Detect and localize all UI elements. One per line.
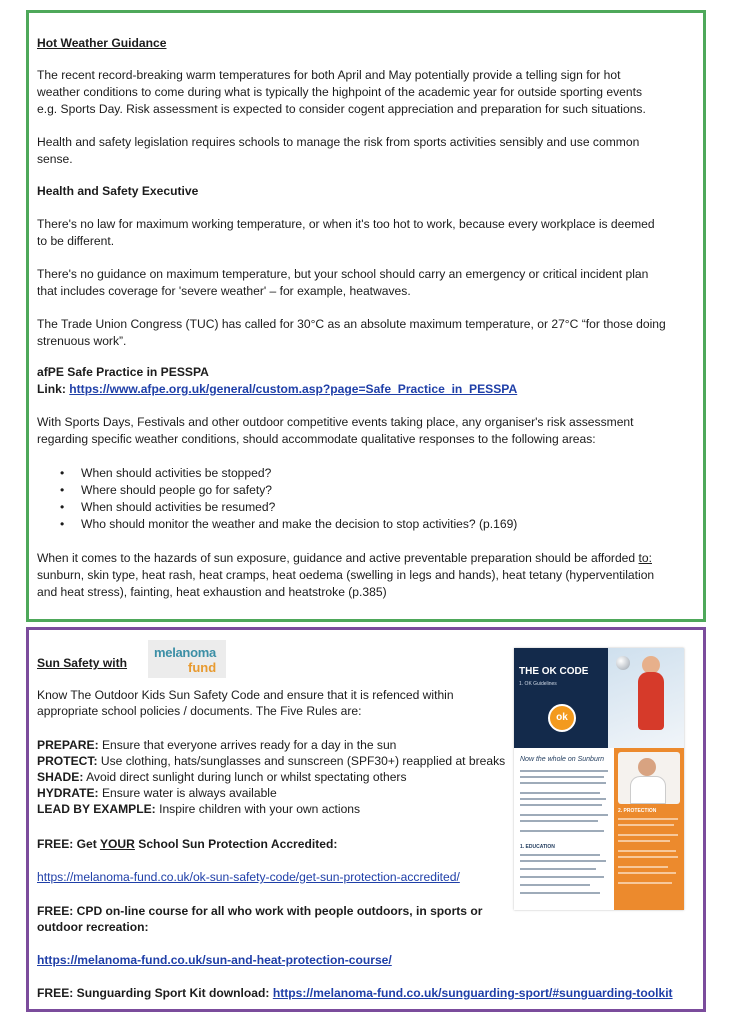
leaflet-handwriting: Now the whole on Sunburn <box>520 756 605 763</box>
sun-safety-heading: Sun Safety with <box>37 656 128 670</box>
list-item: • Who should monitor the weather and make the decision to stop activities? (p.169) <box>60 517 518 531</box>
accreditation-link[interactable]: https://melanoma-fund.co.uk/ok-sun-safety-code/get-sun-protection-accredited/ <box>37 870 460 884</box>
football-icon <box>616 656 630 670</box>
paragraph-line: appropriate school policies / documents. The Five Rules are: <box>37 704 362 718</box>
sport-kit-label: FREE: Sunguarding Sport Kit download: <box>37 986 270 1000</box>
paragraph-line: There's no law for maximum working temperature, or when it's too hot to work, because every workplace is deemed <box>37 217 655 231</box>
leaflet-title: THE OK CODE <box>519 666 589 677</box>
sport-kit-row <box>37 985 673 1002</box>
paragraph-line: that includes coverage for 'severe weather' – for example, heatwaves. <box>37 284 411 298</box>
list-item: • When should activities be stopped? <box>60 466 272 480</box>
hot-weather-heading: Hot Weather Guidance <box>37 36 167 50</box>
afpe-link[interactable]: https://www.afpe.org.uk/general/custom.asp?page=Safe_Practice_in_PESSPA <box>69 382 518 396</box>
paragraph-line: The Trade Union Congress (TUC) has called for 30°C as an absolute maximum temperature, or 27°C “for those doing <box>37 317 666 331</box>
paragraph-line: sunburn, skin type, heat rash, heat cramps, heat oedema (swelling in legs and hands), heat tetany (hyperventilation <box>37 568 655 582</box>
list-item: • Where should people go for safety? <box>60 483 272 497</box>
sport-kit-link[interactable]: https://melanoma-fund.co.uk/sunguarding-sport/#sunguarding-toolkit <box>272 986 673 1000</box>
paragraph-line: strenuous work”. <box>37 334 127 348</box>
paragraph-line: With Sports Days, Festivals and other outdoor competitive events taking place, any organiser's risk assessment <box>37 415 634 429</box>
rule-item: PREPARE: Ensure that everyone arrives ready for a day in the sun <box>37 738 397 752</box>
paragraph-line: When it comes to the hazards of sun exposure, guidance and active preventable preparation should be afforded to: <box>37 551 652 565</box>
paragraph-line: regarding specific weather conditions, should accommodate qualitative responses to the following areas: <box>37 432 596 446</box>
paragraph-line: The recent record-breaking warm temperatures for both April and May potentially provide a telling sign for hot <box>37 68 621 82</box>
paragraph-line: to be different. <box>37 234 115 248</box>
paragraph-line: Health and safety legislation requires schools to manage the risk from sports activities sensibly and use common <box>37 135 640 149</box>
rule-item: HYDRATE: Ensure water is always available <box>37 786 277 800</box>
paragraph-line: Know The Outdoor Kids Sun Safety Code and ensure that it is refenced within <box>37 688 454 702</box>
rule-item: LEAD BY EXAMPLE: Inspire children with your own actions <box>37 802 361 816</box>
hse-heading: Health and Safety Executive <box>37 184 199 198</box>
melanoma-fund-logo <box>148 640 226 678</box>
afpe-heading: afPE Safe Practice in PESSPA <box>37 365 209 379</box>
child-figure <box>638 672 664 730</box>
free-cpd-heading: FREE: CPD on-line course for all who work with people outdoors, in sports or <box>37 904 483 918</box>
leaflet-subtitle: 1. OK Guidelines <box>519 681 557 687</box>
list-item: • When should activities be resumed? <box>60 500 276 514</box>
free-accreditation-heading: FREE: Get YOUR School Sun Protection Accredited: <box>37 837 338 851</box>
logo-melanoma-text: melanoma <box>154 645 216 660</box>
paragraph-line: There's no guidance on maximum temperature, but your school should carry an emergency or critical incident plan <box>37 267 649 281</box>
paragraph-line: weather conditions to come during what is typically the highpoint of the academic year for outside sporting events <box>37 85 643 99</box>
ok-code-leaflet-image <box>514 648 684 910</box>
ok-badge-icon: ok <box>548 704 576 732</box>
free-cpd-heading: outdoor recreation: <box>37 920 149 934</box>
leaflet-protection-heading: 2. PROTECTION <box>618 808 657 814</box>
rule-item: PROTECT: Use clothing, hats/sunglasses and sunscreen (SPF30+) reapplied at breaks <box>37 754 506 768</box>
paragraph-line: e.g. Sports Day. Risk assessment is expected to consider cogent appreciation and preparation for such situations. <box>37 102 646 116</box>
paragraph-line: sense. <box>37 152 73 166</box>
link-label: Link: <box>37 382 66 396</box>
paragraph-line: and heat stress), fainting, heat exhaustion and heatstroke (p.385) <box>37 585 387 599</box>
logo-fund-text: fund <box>188 660 217 675</box>
leaflet-education-heading: 1. EDUCATION <box>520 844 555 850</box>
cpd-course-link[interactable]: https://melanoma-fund.co.uk/sun-and-heat-protection-course/ <box>37 953 392 967</box>
afpe-link-row <box>37 381 517 398</box>
rule-item: SHADE: Avoid direct sunlight during lunch or whilst spectating others <box>37 770 407 784</box>
